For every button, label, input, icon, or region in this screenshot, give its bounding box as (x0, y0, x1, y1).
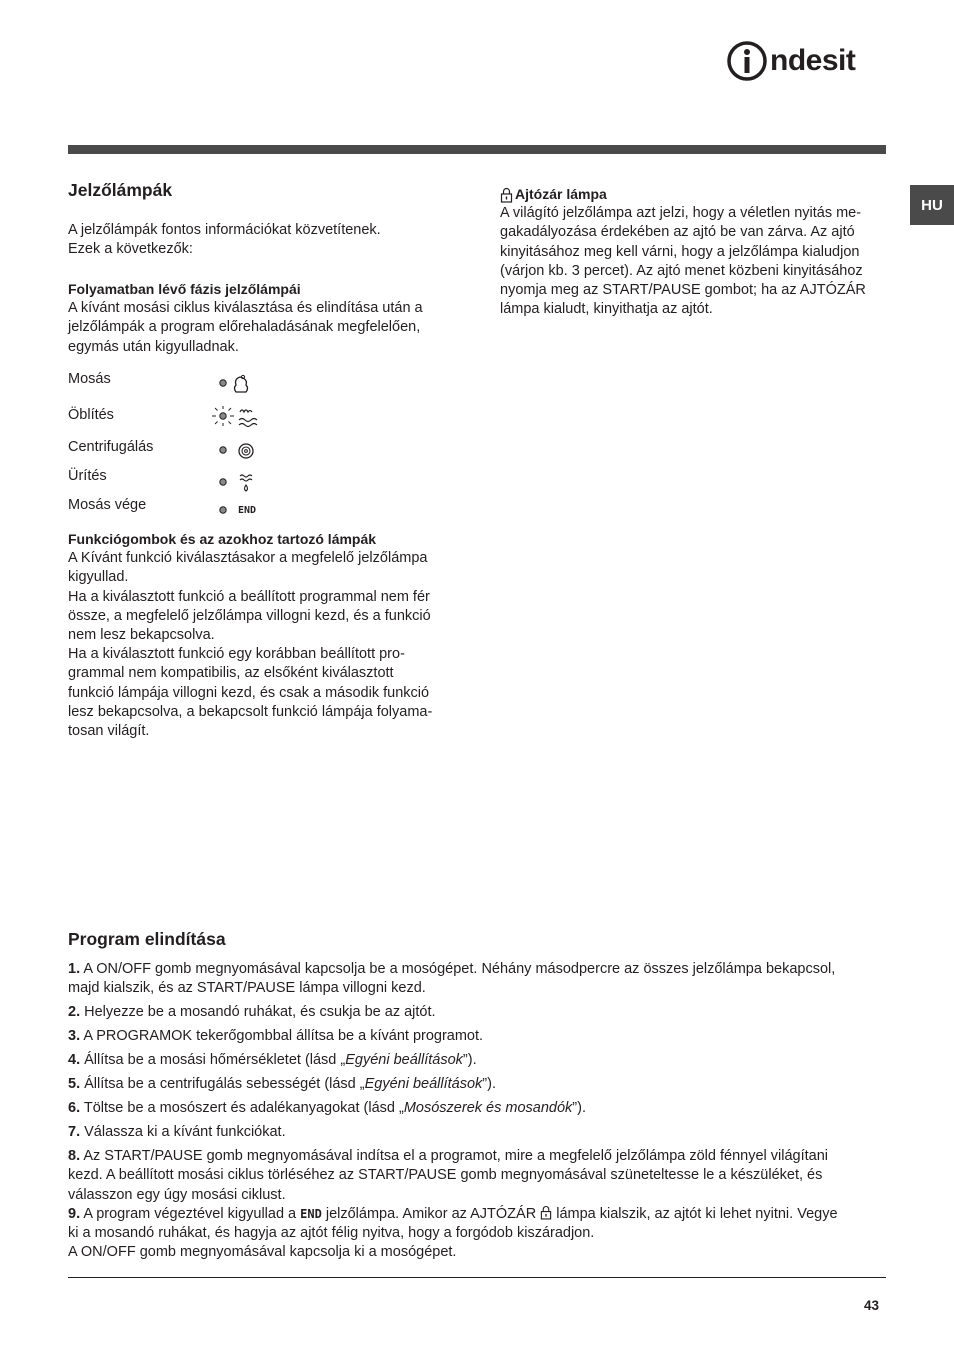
function-line: Ha a kiválasztott funkció egy korábban beállított pro- (68, 646, 405, 663)
rinse-icon (210, 404, 260, 430)
step-number: 7. (68, 1124, 81, 1141)
step-text: A ON/OFF gomb megnyomásával kapcsolja ki a mosógépet. (68, 1244, 457, 1261)
wash-icon (216, 373, 256, 395)
step-6 (68, 1099, 888, 1118)
function-line: össze, a megfelelő jelzőlámpa villogni kezd, és a funkció (68, 607, 431, 624)
phase-line: A kívánt mosási ciklus kiválasztása és elindítása után a (68, 300, 423, 317)
function-line: kigyullad. (68, 569, 129, 586)
door-lock-line: lámpa kialudt, kinyithatja az ajtót. (500, 301, 713, 318)
step-text: majd kialszik, és az START/PAUSE lámpa villogni kezd. (68, 980, 426, 997)
end-indicator (216, 503, 256, 517)
phase-block (68, 280, 423, 357)
program-steps (68, 960, 888, 1267)
phase-heading: Folyamatban lévő fázis jelzőlámpái (68, 281, 301, 297)
step-text: A PROGRAMOK tekerőgombbal állítsa be a kívánt programot. (80, 1028, 484, 1045)
function-block (68, 530, 468, 741)
door-lock-line: gakadályozása érdekében az ajtó be van zárva. Az ajtó (500, 224, 855, 241)
step-text: ki a mosandó ruhákat, és hagyja az ajtót félig nyitva, hogy a forgódob kiszáradjon. (68, 1225, 595, 1242)
step-text: ”). (482, 1076, 496, 1093)
program-start-section (68, 929, 226, 950)
step-text: Válassza ki a kívánt funkciókat. (80, 1124, 286, 1141)
step-7 (68, 1123, 888, 1142)
step-text: válasszon egy úgy mosási ciklust. (68, 1186, 286, 1203)
door-lock-line: kinyitásához meg kell várni, hogy a jelzőlámpa kialudjon (500, 243, 860, 260)
function-line: A Kívánt funkció kiválasztásakor a megfelelő jelzőlámpa (68, 550, 428, 567)
step-number: 4. (68, 1052, 81, 1069)
indicators-section (68, 180, 468, 201)
intro-line: A jelzőlámpák fontos információkat közvetítenek. (68, 222, 381, 238)
step-text: lámpa kialszik, az ajtót ki lehet nyitni. Vegye (552, 1205, 838, 1222)
phase-label-wash: Mosás (68, 371, 111, 387)
step-number: 9. (68, 1205, 81, 1222)
step-text: jelzőlámpa. Amikor az AJTÓZÁR (321, 1205, 541, 1222)
end-icon: END (238, 504, 257, 516)
phase-label-end: Mosás vége (68, 497, 147, 513)
step-1 (68, 960, 888, 998)
step-text: Helyezze be a mosandó ruhákat, és csukja be az ajtót. (80, 1004, 436, 1021)
function-line: lesz bekapcsolva, a bekapcsolt funkció lámpája folyama- (68, 703, 433, 720)
logo-i-icon (726, 40, 768, 82)
step-5 (68, 1075, 888, 1094)
drain-icon (216, 472, 256, 496)
phase-label-rinse: Öblítés (68, 407, 114, 423)
header-bar (68, 145, 886, 154)
step-number: 5. (68, 1076, 81, 1093)
step-text: A program végeztével kigyullad a (80, 1205, 301, 1222)
step-9 (68, 1205, 888, 1263)
step-reference: Egyéni beállítások (364, 1076, 483, 1093)
intro-line: Ezek a következők: (68, 241, 193, 258)
door-lock-line: (várjon kb. 3 percet). Az ajtó menet közbeni kinyitásához (500, 262, 863, 279)
lock-icon (500, 187, 513, 203)
step-text: Állítsa be a mosási hőmérsékletet (lásd „ (80, 1052, 346, 1069)
function-line: funkció lámpája villogni kezd, és csak a második funkció (68, 684, 430, 701)
step-number: 2. (68, 1004, 81, 1021)
phase-line: jelzőlámpák a program előrehaladásának megfelelően, (68, 319, 421, 336)
phase-label-drain: Ürítés (68, 468, 107, 484)
program-start-heading: Program elindítása (68, 929, 226, 949)
function-line: grammal nem kompatibilis, az elsőként kiválasztott (68, 665, 394, 682)
step-reference: Mosószerek és mosandók (403, 1100, 573, 1117)
phase-line: egymás után kigyulladnak. (68, 338, 239, 355)
door-lock-line: nyomja meg az START/PAUSE gombot; ha az AJTÓZÁR (500, 282, 866, 299)
step-text: A ON/OFF gomb megnyomásával kapcsolja be a mosógépet. Néhány másodpercre az összes jelzőlámpa bekapcsol, (80, 961, 836, 977)
step-2 (68, 1003, 888, 1022)
logo-text: ndesit (770, 44, 856, 77)
step-reference: Egyéni beállítások (345, 1052, 463, 1069)
step-text: Töltse be a mosószert és adalékanyagokat (lásd „ (80, 1100, 404, 1117)
indicators-intro (68, 221, 381, 259)
language-tab: HU (910, 185, 954, 225)
step-number: 1. (68, 961, 81, 977)
door-lock-block (500, 185, 890, 319)
step-text: Az START/PAUSE gomb megnyomásával indítsa el a programot, mire a megfelelő jelzőlámpa zöld fénnyel világítani (80, 1148, 829, 1165)
indicators-heading: Jelzőlámpák (68, 180, 173, 200)
step-text: kezd. A beállított mosási ciklus törléséhez az START/PAUSE gomb megnyomásával szüneteltesse le a készüléket, és (68, 1167, 823, 1184)
end-icon: END (300, 1206, 322, 1221)
step-text: ”). (462, 1052, 477, 1069)
page-number: 43 (864, 1298, 880, 1313)
step-number: 8. (68, 1148, 81, 1165)
step-number: 6. (68, 1100, 81, 1117)
step-number: 3. (68, 1028, 81, 1045)
spin-icon (216, 440, 256, 462)
step-text: Állítsa be a centrifugálás sebességét (lásd „ (80, 1076, 365, 1093)
phase-label-spin: Centrifugálás (68, 439, 154, 455)
footer-rule (68, 1277, 886, 1278)
step-3 (68, 1027, 888, 1046)
step-4 (68, 1051, 888, 1070)
function-line: nem lesz bekapcsolva. (68, 627, 215, 644)
lock-icon (540, 1205, 552, 1220)
end-lamp-icon (216, 503, 230, 517)
door-lock-line: A világító jelzőlámpa azt jelzi, hogy a véletlen nyitás me- (500, 205, 862, 222)
step-8 (68, 1147, 888, 1205)
function-line: Ha a kiválasztott funkció a beállított programmal nem fér (68, 588, 430, 605)
door-lock-heading: Ajtózár lámpa (515, 186, 607, 202)
function-line: tosan világít. (68, 723, 150, 740)
step-text: ”). (572, 1100, 586, 1117)
function-heading: Funkciógombok és az azokhoz tartozó lámpák (68, 531, 377, 547)
indesit-logo (726, 40, 888, 84)
